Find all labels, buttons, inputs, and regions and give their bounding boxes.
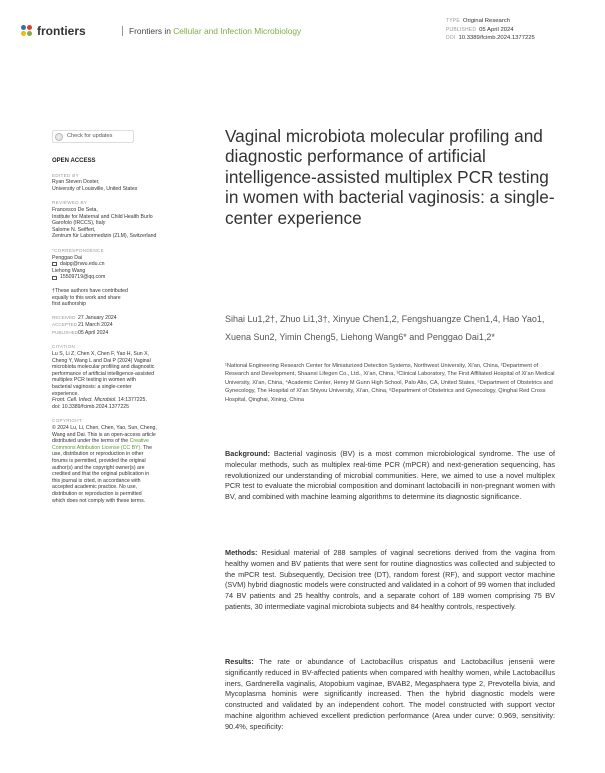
- citation-doi[interactable]: doi: 10.3389/fcimb.2024.1377225: [52, 403, 130, 410]
- edited-by-label: EDITED BY: [52, 172, 79, 178]
- doi-link[interactable]: 10.3389/fcimb.2024.1377225: [458, 35, 535, 42]
- author-list: Sihai Lu1,2†, Zhuo Li1,3†, Xinyue Chen1,2, Fengshuangze Chen1,4, Hao Yao1, Xuena Sun2, Yimin Cheng5, Liehong Wang6* and Penggao Dai1,2*: [225, 314, 545, 342]
- dates-block: RECEIVED 27 January 2024 ACCEPTED 21 March 2024 PUBLISHED 05 April 2024: [52, 314, 117, 336]
- journal-name[interactable]: Frontiers in Cellular and Infection Microbiology: [122, 26, 301, 36]
- citation-text: Lu S, Li Z, Chen X, Chen F, Yao H, Sun X, Cheng Y, Wang L and Dai P (2024) Vaginal microbiota molecular profiling and diagnostic performance of artificial intelligence-assisted multiplex PCR testing in women with bacterial vaginosis: a single-center experience. Front. Cell. Infect. Microbiol. 14:1377225. doi: 10.3389/fcimb.2024.1377225: [52, 351, 199, 410]
- citation-label: CITATION: [52, 344, 76, 350]
- frontiers-logo-icon: [21, 25, 34, 38]
- journal-title: Cellular and Infection Microbiology: [173, 26, 302, 36]
- envelope-icon: [52, 276, 57, 280]
- reviewer-line: Francesco De Seta,: [52, 206, 98, 213]
- corresponding-author: Liehong Wang: [52, 267, 86, 274]
- affiliations: ¹National Engineering Research Center for Miniaturized Detection Systems, Northwest University, Xi'an, China, ²Department of Research and Development, Shaanxi Lifegen Co., Ltd., Xi'an, China, ³Clinical Laboratory, The First Affiliated Hospital of Xi'an Medical University, Xi'an, China, ⁴Academic Center, Henry M Gunn High School, Palo Alto, CA, United States, ⁵Department of Obstetrics and Gynecology, The Hospital of Xi'an Shiyou University, Xi'an, China, ⁶Department of Obstetrics and Gynecology, Qinghai Red Cross Hospital, Qinghai, Xining, China: [225, 363, 555, 403]
- methods-heading: Methods:: [225, 548, 258, 557]
- reviewed-by-label: REVIEWED BY: [52, 200, 88, 206]
- reviewer-line: Institute for Maternal and Child Health Burlo: [52, 213, 153, 220]
- reviewer-line: Zentrum für Labormedizin (ZLM), Switzerland: [52, 233, 157, 240]
- reviewer-line: Garofolo (IRCCS), Italy: [52, 220, 106, 227]
- correspondence-label: *CORRESPONDENCE: [52, 247, 104, 253]
- corresponding-author: Penggao Dai: [52, 254, 82, 261]
- background-heading: Background:: [225, 449, 270, 458]
- license-link[interactable]: Creative: [129, 438, 149, 445]
- license-link[interactable]: Commons Attribution License (CC BY).: [52, 444, 142, 451]
- contribution-note: †These authors have contributed equally to this work and share first authorship: [52, 287, 128, 308]
- frontiers-brand: frontiers: [37, 24, 86, 38]
- envelope-icon: [52, 262, 57, 266]
- email-link[interactable]: 15509719@qq.com: [52, 274, 199, 281]
- email-link[interactable]: daipg@nwu.edu.cn: [52, 261, 199, 268]
- editor-name: Ryan Steven Doster,: [52, 179, 100, 186]
- abstract-results: Results: The rate or abundance of Lactobacillus crispatus and Lactobacillus jensenii were significantly reduced in BV-affected patients when compared with healthy women, while Lactobacillus iners, Gardnerella vaginalis, Atopobium vaginae, BVAB2, Megasphaera type 2, Prevotella bivia, and Mycoplasma hominis were significantly increased. Then the hybrid diagnostic models were constructed and validated by an independent cohort. The model constructed with support vector machine algorithm achieved excellent prediction performance (Area under curve: 0.969, sensitivity: 90.4%, specificity:: [225, 657, 555, 731]
- frontiers-logo[interactable]: [21, 24, 86, 38]
- results-heading: Results:: [225, 657, 254, 666]
- accepted-date: 21 March 2024: [78, 322, 113, 329]
- received-date: 27 January 2024: [78, 314, 117, 321]
- reviewer-line: Salome N. Seiffert,: [52, 226, 96, 233]
- abstract-background: Background: Bacterial vaginosis (BV) is a most common microbiological syndrome. The use of molecular methods, such as multiplex real-time PCR (mPCR) and next-generation sequencing, has revolutionized our understanding of microbial communities. Here, we aimed to use a novel multiplex PCR test to evaluate the microbial composition and dominant lactobacilli in non-pregnant women with BV, and combined with machine learning algorithms to determine its diagnostic significance.: [225, 449, 555, 502]
- copyright-label: COPYRIGHT: [52, 418, 83, 424]
- article-type: Original Research: [462, 18, 511, 24]
- article-title: Vaginal microbiota molecular profiling and diagnostic performance of artificial intelligence-assisted multiplex PCR testing in women with bacterial vaginosis: a single-center experience: [225, 126, 555, 228]
- article-meta: TYPE Original Research PUBLISHED 05 April 2024 DOI 10.3389/fcimb.2024.1377225: [446, 18, 535, 42]
- published-date: 05 April 2024: [479, 26, 514, 33]
- copyright-text: © 2024 Lu, Li, Chen, Chen, Yao, Sun, Cheng, Wang and Dai. This is an open-access article distributed under the terms of the Creative Commons Attribution License (CC BY). The use, distribution or reproduction in other forums is permitted, provided the original author(s) and the copyright owner(s) are credited and that the original publication in this journal is cited, in accordance with accepted academic practice. No use, distribution or reproduction is permitted which does not comply with these terms.: [52, 425, 157, 504]
- open-access-label: OPEN ACCESS: [52, 158, 96, 164]
- page-header: [21, 18, 581, 48]
- sidebar: [52, 130, 199, 504]
- abstract-methods: Methods: Residual material of 288 samples of vaginal secretions derived from the vagina from healthy women and BV patients that were sent for routine diagnostics was collected and subjected to the mPCR test. Subsequently, Decision tree (DT), random forest (RF), and support vector machine (SVM) hybrid diagnostic models were constructed and validated in a cohort of 99 women that included 74 BV patients and 25 healthy controls, and a separate cohort of 189 women comprising 75 BV patients, 30 intermediate vaginal microbiota subjects and 84 healthy controls, respectively.: [225, 548, 555, 611]
- check-updates-icon: [55, 133, 63, 141]
- editor-affiliation: University of Louisville, United States: [52, 185, 138, 192]
- check-for-updates-button[interactable]: Check for updates: [52, 130, 134, 143]
- published-date-side: 05 April 2024: [78, 329, 109, 336]
